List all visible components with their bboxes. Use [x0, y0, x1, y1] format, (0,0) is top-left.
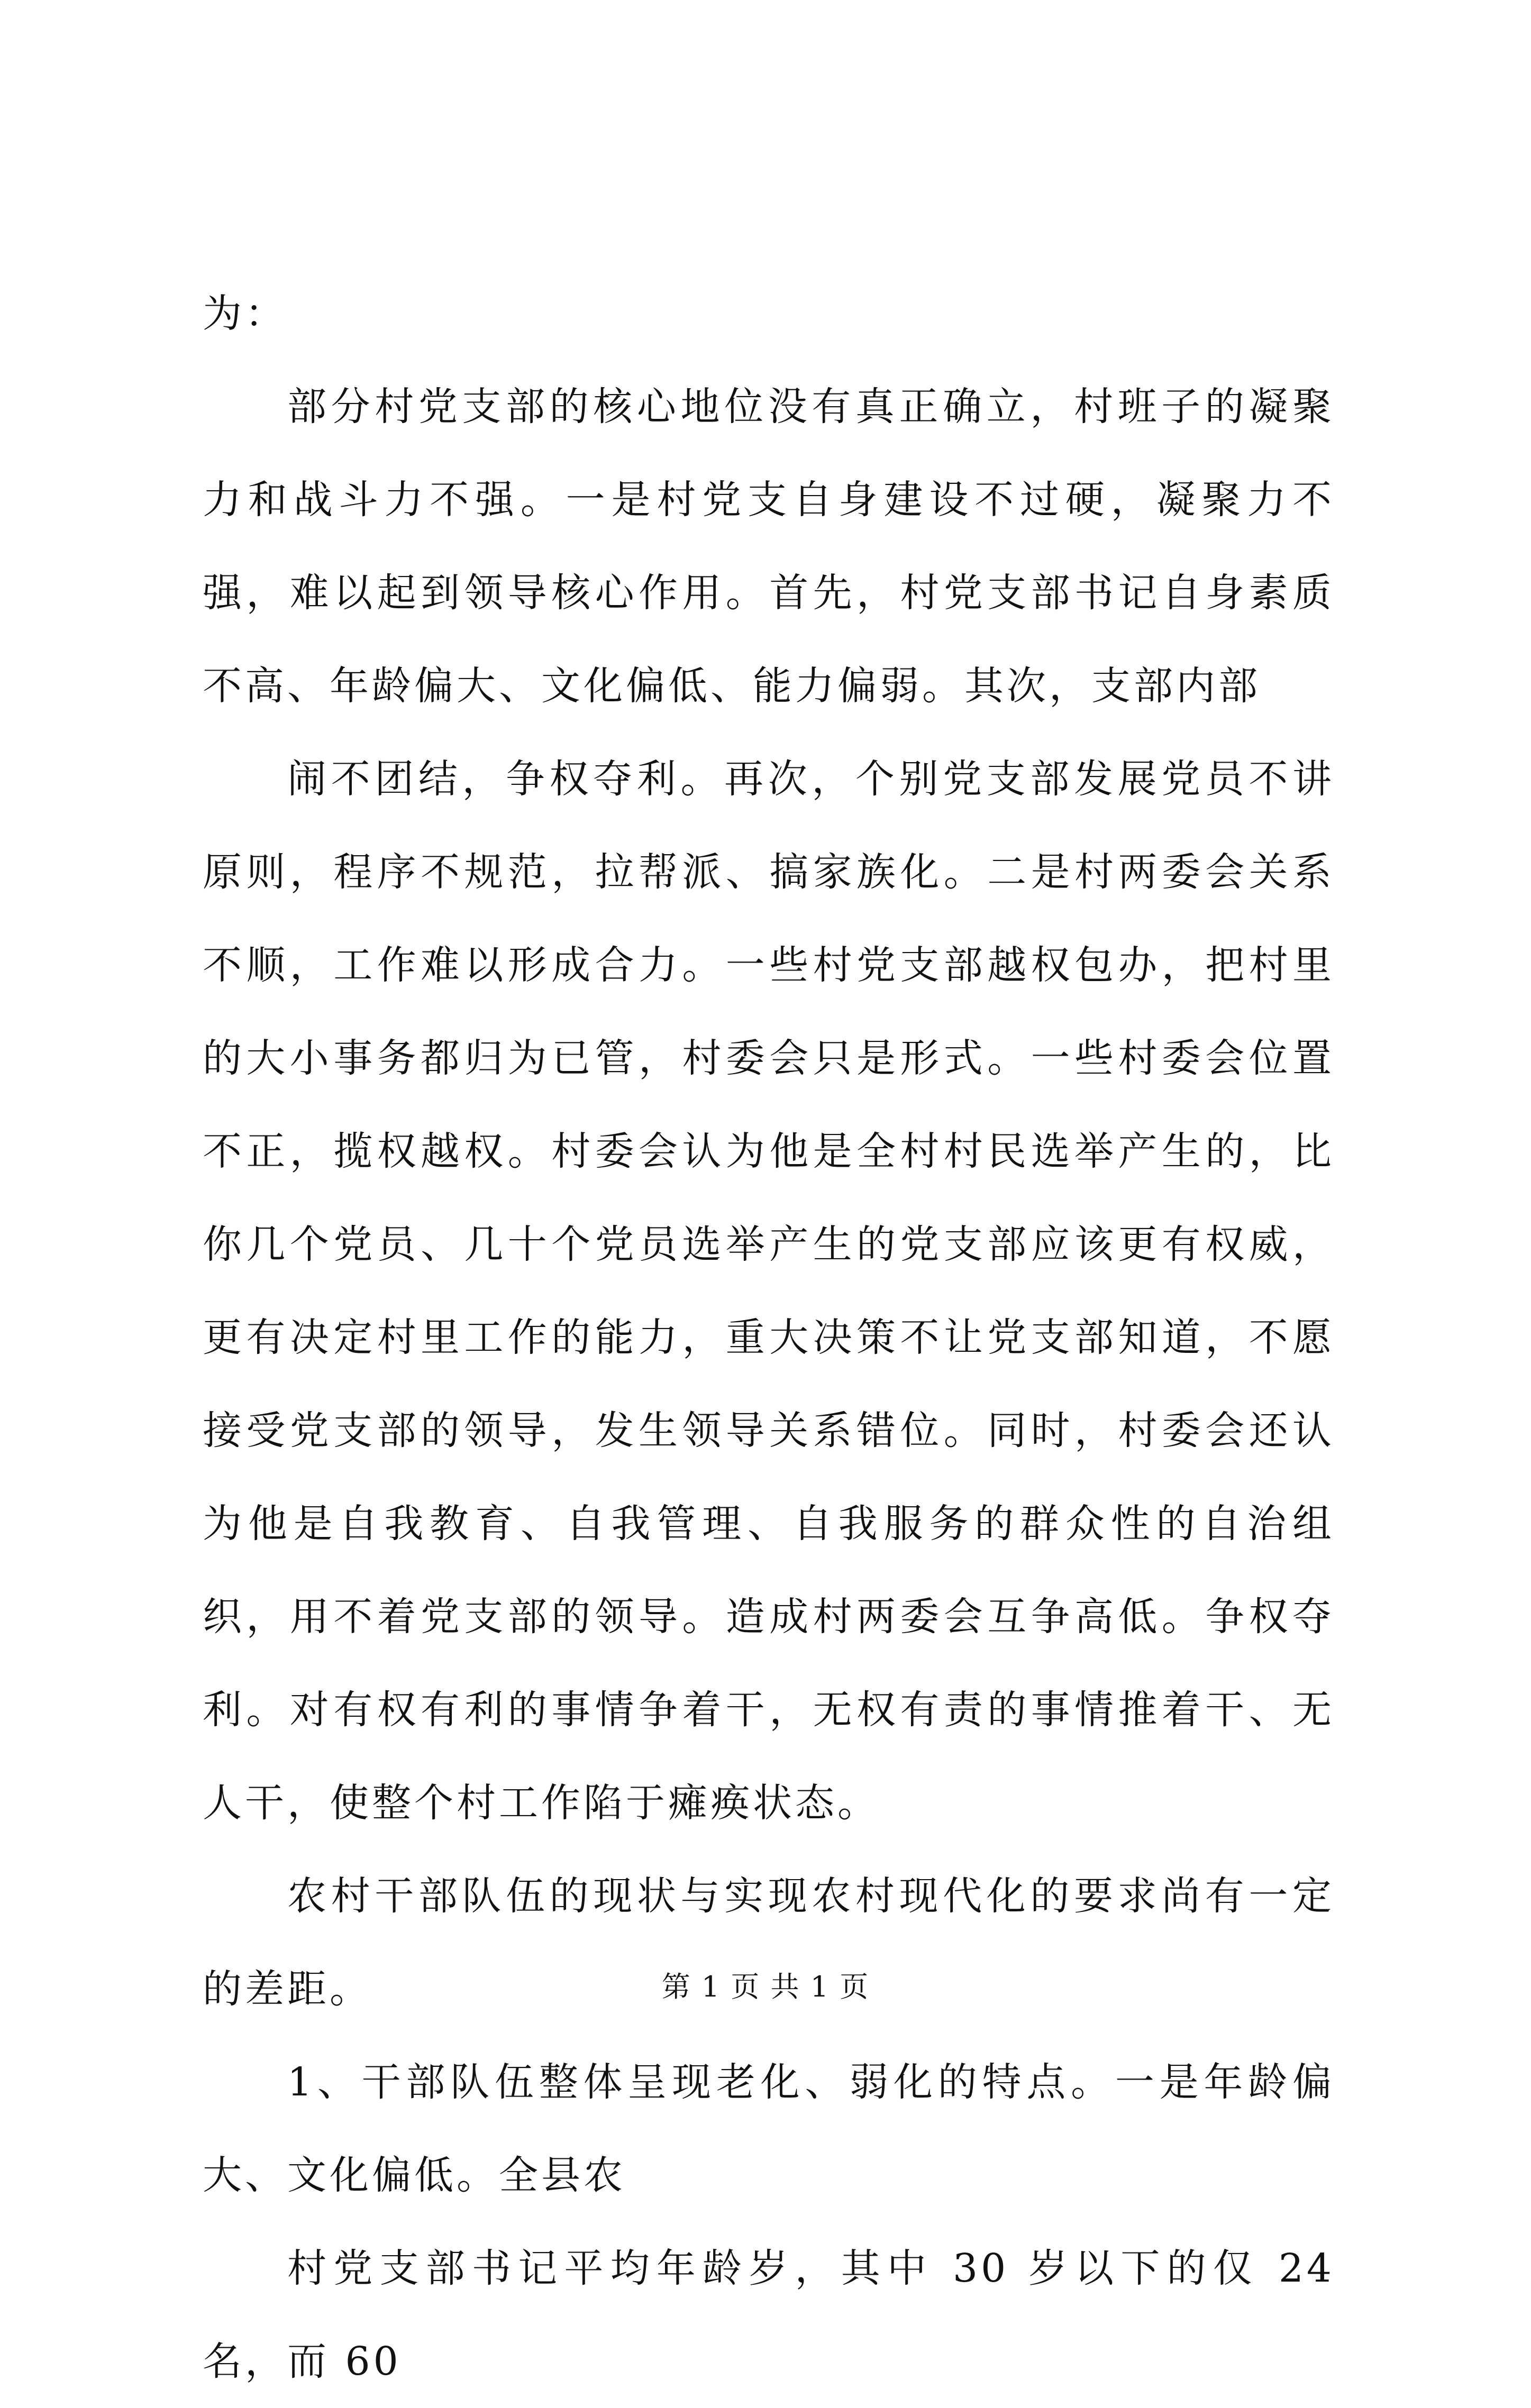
paragraph-cadre-gap: 农村干部队伍的现状与实现农村现代化的要求尚有一定的差距。 — [203, 1873, 1335, 2012]
document-body — [203, 267, 1335, 2408]
paragraph-age-stats: 村党支部书记平均年龄岁，其中 30 岁以下的仅 24 名，而 60 — [203, 2246, 1335, 2384]
paragraph-intro: 为： — [203, 291, 287, 336]
paragraph-disunity: 闹不团结，争权夺利。再次，个别党支部发展党员不讲原则，程序不规范，拉帮派、搞家族化。二是村两委会关系不顺，工作难以形成合力。一些村党支部越权包办，把村里的大小事务都归为已管，村委会只是形式。一些村委会位置不正，揽权越权。村委会认为他是全村村民选举产生的，比你几个党员、几十个党员选举产生的党支部应该更有权威，更有决定村里工作的能力，重大决策不让党支部知道，不愿接受党支部的领导，发生领导关系错位。同时，村委会还认为他是自我教育、自我管理、自我服务的群众性的自治组织，用不着党支部的领导。造成村两委会互争高低。争权夺利。对有权有利的事情争着干，无权有责的事情推着干、无人干，使整个村工作陷于瘫痪状态。 — [203, 756, 1335, 1826]
page-footer: 第 1 页 共 1 页 — [661, 1970, 870, 2003]
paragraph-core-status: 部分村党支部的核心地位没有真正确立，村班子的凝聚力和战斗力不强。一是村党支自身建设不过硬，凝聚力不强，难以起到领导核心作用。首先，村党支部书记自身素质不高、年龄偏大、文化偏低、能力偏弱。其次，支部内部 — [203, 384, 1335, 709]
paragraph-item-1: 1、干部队伍整体呈现老化、弱化的特点。一是年龄偏大、文化偏低。全县农 — [203, 2059, 1335, 2198]
